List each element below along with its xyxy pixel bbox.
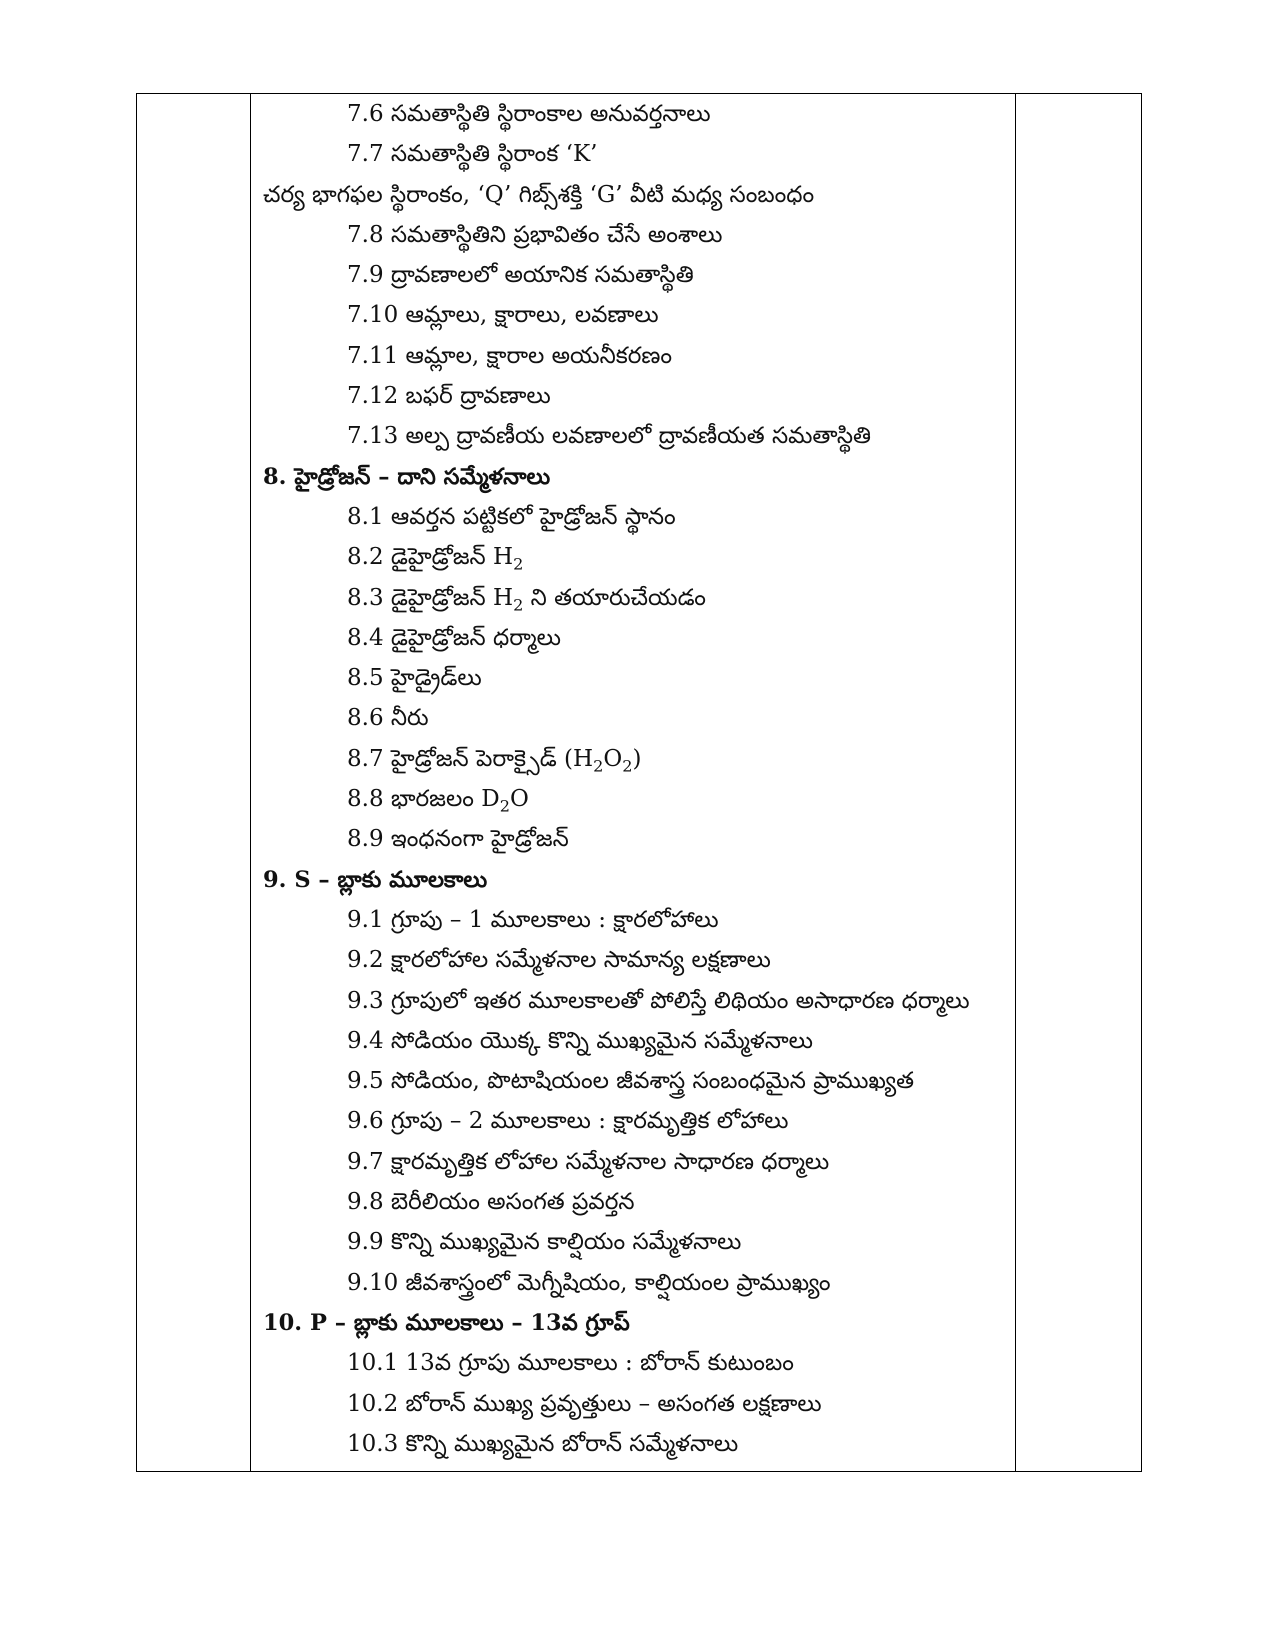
chapter-9-heading: 9. S – బ్లాకు మూలకాలు <box>263 866 488 893</box>
chapter-8-heading: 8. హైడ్రోజన్ – దాని సమ్మేళనాలు <box>263 463 551 490</box>
topic-8-2-text: 8.2 డైహైడ్రోజన్ H <box>347 544 514 571</box>
topic-9-1: 9.1 గ్రూపు – 1 మూలకాలు : క్షారలోహాలు <box>347 906 719 933</box>
content-cell <box>251 94 1016 1472</box>
topic-8-7-text-close: ) <box>632 745 642 772</box>
subscript: 2 <box>622 756 633 776</box>
subscript: 2 <box>593 756 604 776</box>
topic-9-9: 9.9 కొన్ని ముఖ్యమైన కాల్షియం సమ్మేళనాలు <box>347 1229 742 1256</box>
topic-7-8: 7.8 సమతాస్థితిని ప్రభావితం చేసే అంశాలు <box>347 221 723 248</box>
topic-8-7-text: 8.7 హైడ్రోజన్ పెరాక్సైడ్ (H <box>347 745 594 772</box>
topic-9-10: 9.10 జీవశాస్త్రంలో మెగ్నీషియం, కాల్షియంల ప్రాముఖ్యం <box>347 1269 831 1296</box>
topic-9-2: 9.2 క్షారలోహాల సమ్మేళనాల సామాన్య లక్షణాలు <box>347 947 771 974</box>
topic-9-5: 9.5 సోడియం, పొటాషియంల జీవశాస్త్ర సంబంధమైన ప్రాముఖ్యత <box>347 1068 915 1095</box>
topic-9-3: 9.3 గ్రూపులో ఇతర మూలకాలతో పోలిస్తే లిథియం అసాధారణ ధర్మాలు <box>347 987 970 1014</box>
topic-10-2: 10.2 బోరాన్ ముఖ్య ప్రవృత్తులు – అసంగత లక్షణాలు <box>347 1390 822 1417</box>
table-row <box>137 94 1142 1472</box>
topic-9-6: 9.6 గ్రూపు – 2 మూలకాలు : క్షారమృత్తిక లోహాలు <box>347 1108 789 1135</box>
topic-7-13: 7.13 అల్ప ద్రావణీయ లవణాలలో ద్రావణీయత సమతాస్థితి <box>347 423 871 450</box>
topic-7-11: 7.11 ఆమ్లాల, క్షారాల అయనీకరణం <box>347 342 673 369</box>
topic-8-9: 8.9 ఇంధనంగా హైడ్రోజన్ <box>347 826 569 853</box>
topic-7-12: 7.12 బఫర్ ద్రావణాలు <box>347 383 551 410</box>
topic-8-5: 8.5 హైడ్రైడ్‌లు <box>347 665 482 692</box>
topic-7-9: 7.9 ద్రావణాలలో అయానిక సమతాస్థితి <box>347 262 694 289</box>
topic-7-7: 7.7 సమతాస్థితి స్థిరాంక ‘K’ <box>347 141 598 168</box>
topic-8-2 <box>263 537 1015 577</box>
left-empty-cell <box>137 94 251 1472</box>
topic-8-1: 8.1 ఆవర్తన పట్టికలో హైడ్రోజన్ స్థానం <box>347 503 676 530</box>
subscript: 2 <box>513 554 524 574</box>
syllabus-table <box>136 93 1142 1472</box>
topic-8-8-text-o: O <box>509 786 529 813</box>
topic-8-7-text-o: O <box>603 745 623 772</box>
topic-10-3: 10.3 కొన్ని ముఖ్యమైన బోరాన్ సమ్మేళనాలు <box>347 1430 739 1457</box>
topic-8-8 <box>263 779 1015 819</box>
topic-9-4: 9.4 సోడియం యొక్క కొన్ని ముఖ్యమైన సమ్మేళనాలు <box>347 1027 813 1054</box>
topic-7-10: 7.10 ఆమ్లాలు, క్షారాలు, లవణాలు <box>347 302 659 329</box>
chapter-10-heading: 10. P – బ్లాకు మూలకాలు – 13వ గ్రూప్ <box>263 1309 630 1336</box>
topic-8-3 <box>263 578 1015 618</box>
topic-7-7-continuation: చర్య భాగఫల స్థిరాంకం, ‘Q’ గిబ్స్‌శక్తి ‘G’ వీటి మధ్య సంబంధం <box>263 181 815 208</box>
subscript: 2 <box>513 595 524 615</box>
topic-8-8-text: 8.8 భారజలం D <box>347 786 500 813</box>
topic-10-1: 10.1 13వ గ్రూపు మూలకాలు : బోరాన్ కుటుంబం <box>347 1350 794 1377</box>
topic-7-6: 7.6 సమతాస్థితి స్థిరాంకాల అనువర్తనాలు <box>347 101 711 127</box>
topic-8-3-text-tail: ని తయారుచేయడం <box>523 584 706 611</box>
topic-8-3-text: 8.3 డైహైడ్రోజన్ H <box>347 584 514 611</box>
topic-8-4: 8.4 డైహైడ్రోజన్ ధర్మాలు <box>347 624 561 651</box>
right-empty-cell <box>1016 94 1142 1472</box>
topic-9-7: 9.7 క్షారమృత్తిక లోహాల సమ్మేళనాల సాధారణ ధర్మాలు <box>347 1148 830 1175</box>
topic-8-6: 8.6 నీరు <box>347 705 429 732</box>
topic-9-8: 9.8 బెరీలియం అసంగత ప్రవర్తన <box>347 1189 635 1216</box>
subscript: 2 <box>499 796 510 816</box>
content-list <box>251 94 1015 1464</box>
topic-8-7 <box>263 739 1015 779</box>
